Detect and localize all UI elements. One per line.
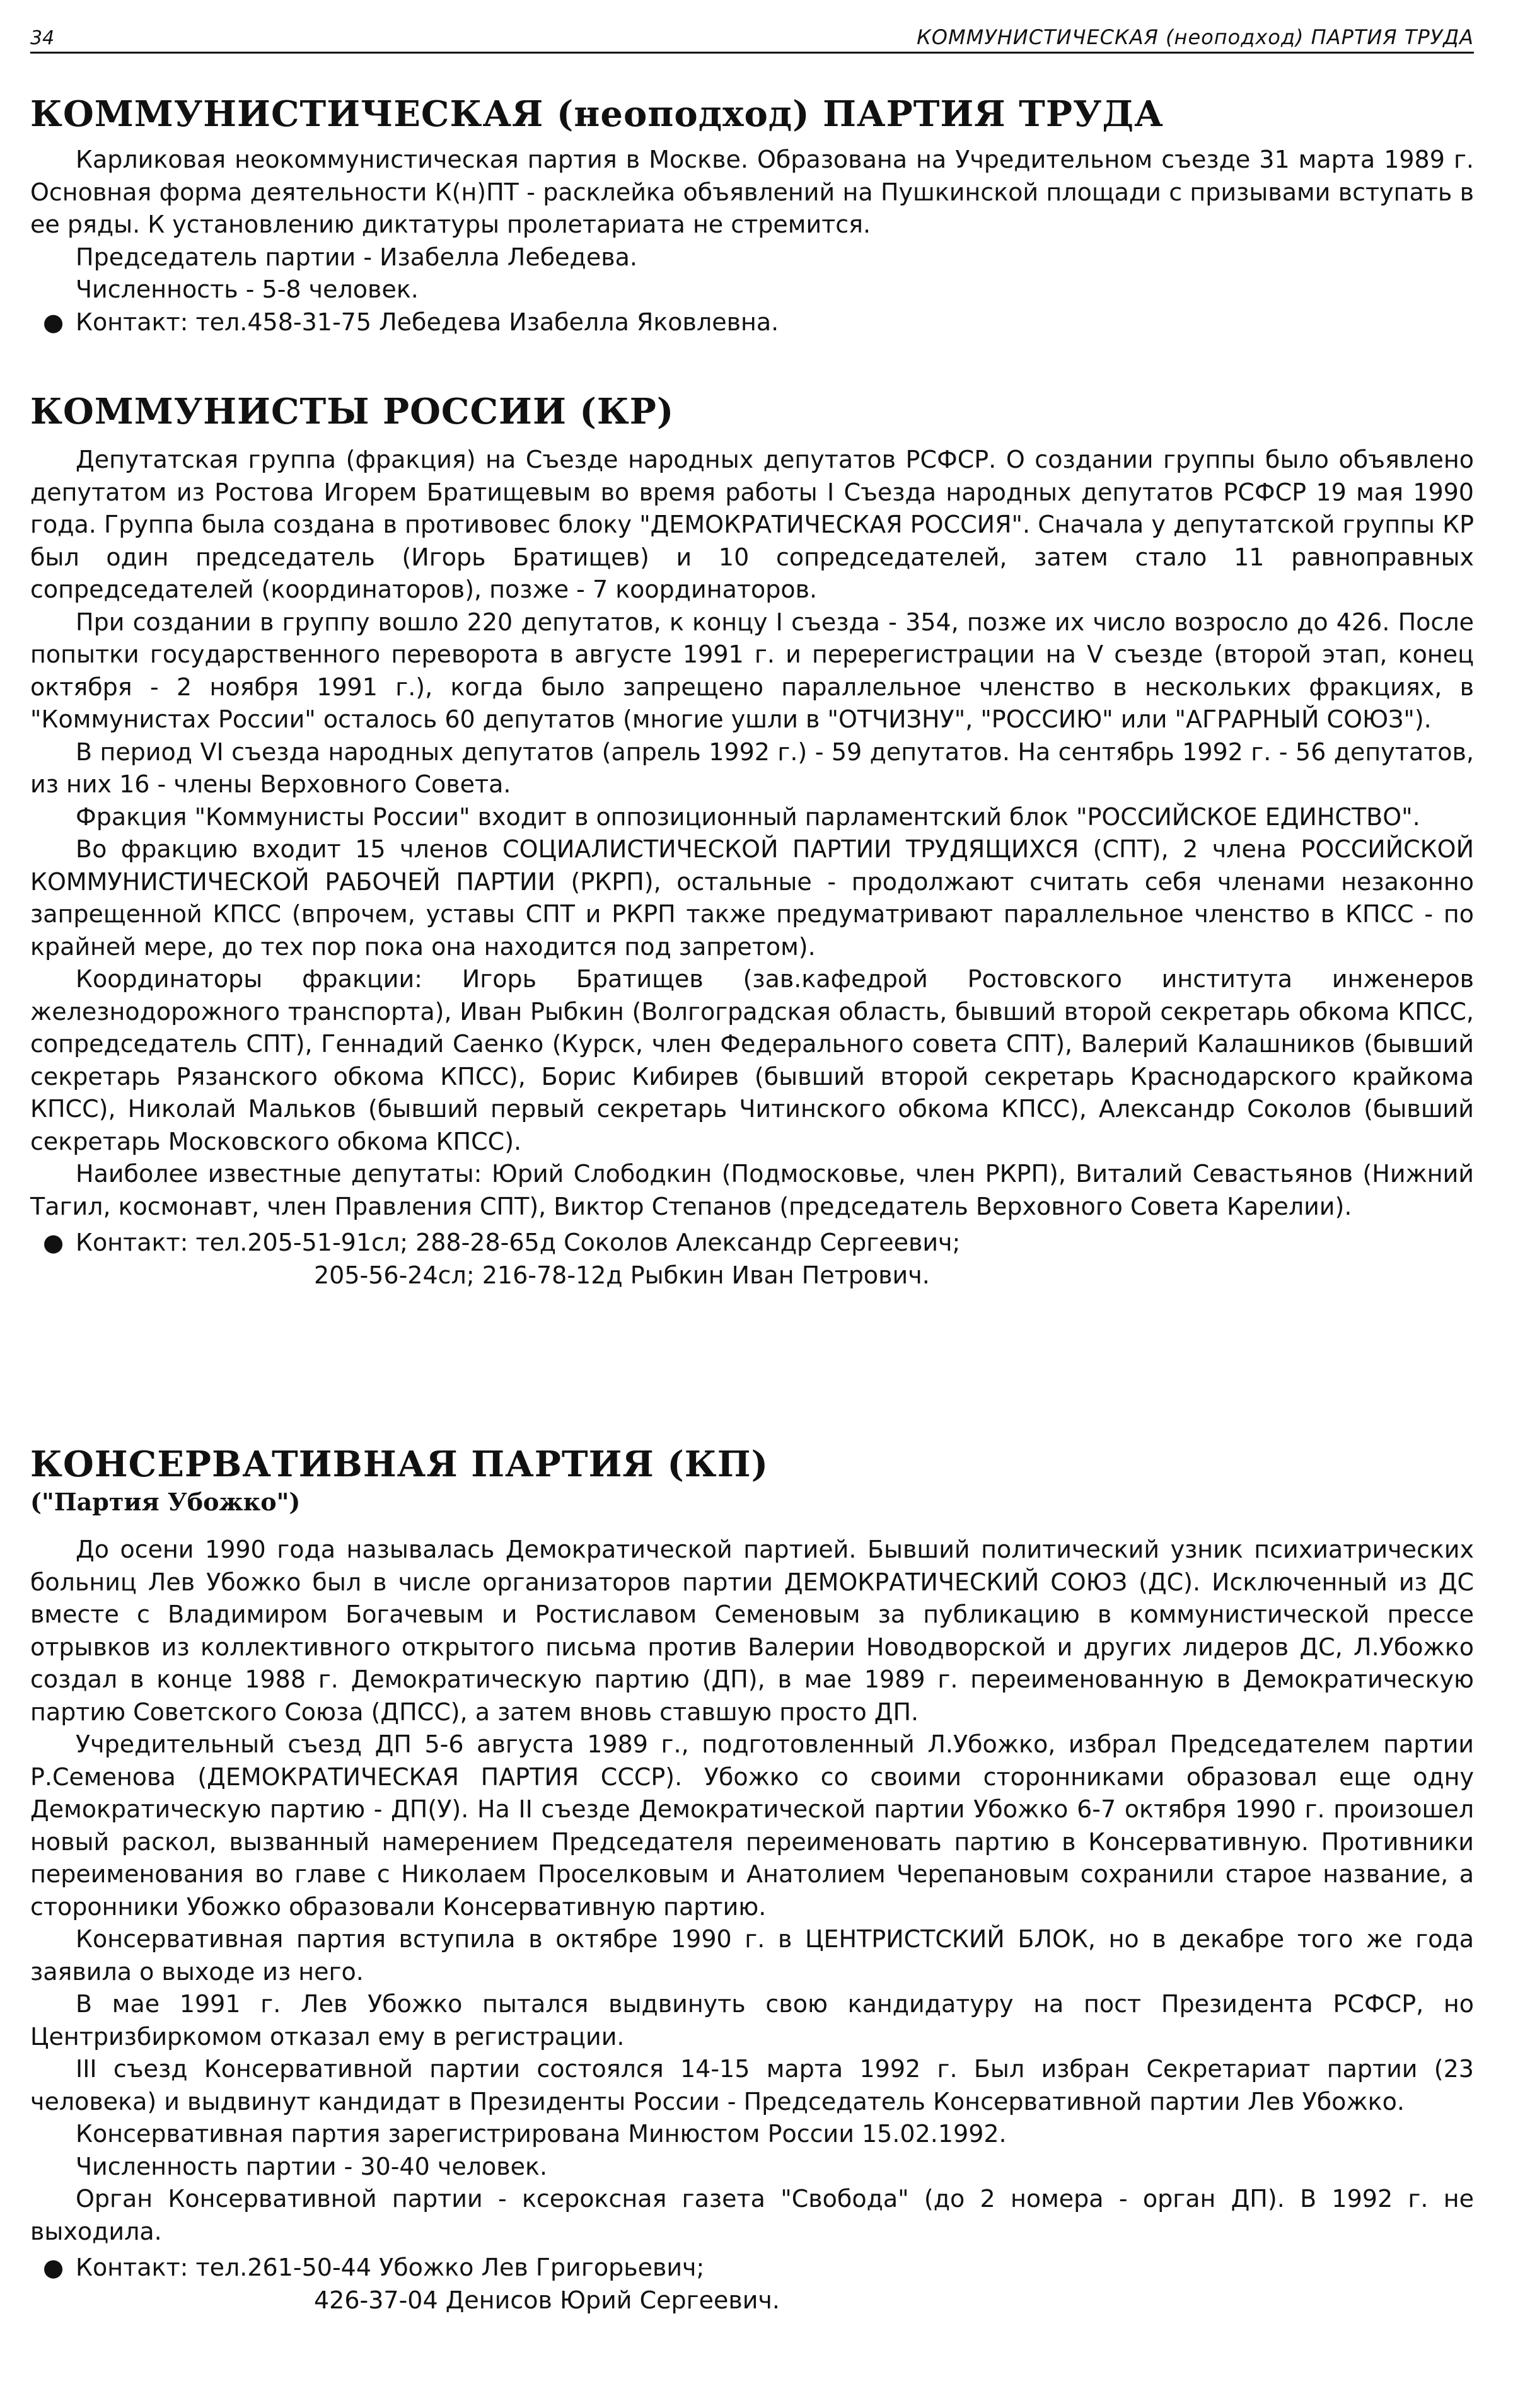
paragraph: Председатель партии - Изабелла Лебедева.: [76, 243, 637, 271]
paragraph: До осени 1990 года называлась Демократической партией. Бывший политический узник психиатрических больниц Лев Убожко был в числе организаторов партии ДЕМОКРАТИЧЕСКИЙ СОЮЗ (ДС). Исключенный из ДС вместе с Владимиром Богачевым и Ростиславом Семеновым за публикацию в коммунистической прессе отрывков из коллективного открытого письма против Валерии Новодворской и других лидеров ДС, Л.Убожко создал в конце 1988 г. Демократическую партию (ДП), в мае 1989 г. переименованную в Демократическую партию Советского Союза (ДПСС), а затем вновь ставшую просто ДП.: [30, 1536, 1474, 1726]
entry-kpt: [30, 93, 1474, 339]
entry-subtitle: ("Партия Убожко"): [30, 1488, 301, 1516]
paragraph: Консервативная партия зарегистрирована Минюстом России 15.02.1992.: [76, 2120, 1007, 2148]
document-page: [30, 13, 1474, 2314]
paragraph: Карликовая неокоммунистическая партия в Москве. Образована на Учредительном съезде 31 марта 1989 г. Основная форма деятельности К(н)ПТ - расклейка объявлений на Пушкинской площади с призывами вступать в ее ряды. К установлению диктатуры пролетариата не стремится.: [30, 146, 1474, 238]
paragraph: Координаторы фракции: Игорь Братищев (зав.кафедрой Ростовского института инженеров железнодорожного транспорта), Иван Рыбкин (Волгоградская область, бывший второй секретарь обкома КПСС, сопредседатель СПТ), Геннадий Саенко (Курск, член Федерального совета СПТ), Валерий Калашников (бывший секретарь Рязанского обкома КПСС), Борис Кибирев (бывший второй секретарь Краснодарского крайкома КПСС), Николай Мальков (бывший первый секретарь Читинского обкома КПСС), Александр Соколов (бывший секретарь Московского обкома КПСС).: [30, 965, 1474, 1155]
paragraph: При создании в группу вошло 220 депутатов, к концу I съезда - 354, позже их число возросло до 426. После попытки государственного переворота в августе 1991 г. и перерегистрации на V съезде (второй этап, конец октября - 2 ноября 1991 г.), когда было запрещено параллельное членство в нескольких фракциях, в "Коммунистах России" осталось 60 депутатов (многие ушли в "ОТЧИЗНУ", "РОССИЮ" или "АГРАРНЫЙ СОЮЗ").: [30, 608, 1474, 733]
paragraph: Численность партии - 30-40 человек.: [76, 2152, 548, 2180]
paragraph: Численность - 5-8 человек.: [76, 275, 419, 303]
paragraph: Наиболее известные депутаты: Юрий Слободкин (Подмосковье, член РКРП), Виталий Севастьянов (Нижний Тагил, космонавт, член Правления СПТ), Виктор Степанов (председатель Верховного Совета Карелии).: [30, 1160, 1474, 1220]
contact-text-continued: 205-56-24сл; 216-78-12д Рыбкин Иван Петрович.: [314, 1261, 930, 1289]
paragraph: III съезд Консервативной партии состоялся 14-15 марта 1992 г. Был избран Секретариат партии (23 человека) и выдвинут кандидат в Президенты России - Председатель Консервативной партии Лев Убожко.: [30, 2055, 1474, 2116]
contact-text-continued: 426-37-04 Денисов Юрий Сергеевич.: [314, 2286, 780, 2314]
entry-kp: [30, 1444, 1474, 2317]
entry-kr: [30, 391, 1474, 1292]
contact-line: [30, 306, 1474, 339]
entry-body: [30, 144, 1474, 306]
contact-text: Контакт: тел.261-50-44 Убожко Лев Григорьевич;: [76, 2254, 705, 2281]
bullet-icon: ●: [43, 2254, 64, 2281]
paragraph: Депутатская группа (фракция) на Съезде народных депутатов РСФСР. О создании группы было объявлено депутатом из Ростова Игорем Братищевым во время работы I Съезда народных депутатов РСФСР 19 мая 1990 года. Группа была создана в противовес блоку "ДЕМОКРАТИЧЕСКАЯ РОССИЯ". Сначала у депутатской группы КР был один председатель (Игорь Братищев) и 10 сопредседателей, затем стало 11 равноправных сопредседателей (координаторов), позже - 7 координаторов.: [30, 446, 1474, 603]
contact-text: Контакт: тел.458-31-75 Лебедева Изабелла Яковлевна.: [76, 308, 779, 336]
paragraph: В период VI съезда народных депутатов (апрель 1992 г.) - 59 депутатов. На сентябрь 1992 г. - 56 депутатов, из них 16 - члены Верховного Совета.: [30, 738, 1474, 798]
running-title: КОММУНИСТИЧЕСКАЯ (неоподход) ПАРТИЯ ТРУДА: [917, 25, 1474, 49]
contact-text: Контакт: тел.205-51-91сл; 288-28-65д Соколов Александр Сергеевич;: [76, 1229, 961, 1256]
bullet-icon: ●: [43, 308, 64, 336]
contact-line: [30, 2252, 1474, 2317]
paragraph: Фракция "Коммунисты России" входит в оппозиционный парламентский блок "РОССИЙСКОЕ ЕДИНСТВО".: [76, 802, 1420, 831]
running-header: [30, 13, 1474, 54]
paragraph: Учредительный съезд ДП 5-6 августа 1989 г., подготовленный Л.Убожко, избрал Председателем партии Р.Семенова (ДЕМОКРАТИЧЕСКАЯ ПАРТИЯ СССР). Убожко со своими сторонниками образовал еще одну Демократическую партию - ДП(У). На II съезде Демократической партии Убожко 6-7 октября 1990 г. произошел новый раскол, вызванный намерением Председателя переименовать партию в Консервативную. Противники переименования во главе с Николаем Проселковым и Анатолием Черепановым сохранили старое название, а сторонники Убожко образовали Консервативную партию.: [30, 1730, 1474, 1921]
entry-title: КОММУНИСТЫ РОССИИ (КР): [30, 391, 675, 432]
paragraph: Орган Консервативной партии - ксероксная газета "Свобода" (до 2 номера - орган ДП). В 1992 г. не выходила.: [30, 2185, 1474, 2245]
entry-body: [30, 444, 1474, 1223]
entry-title: КОНСЕРВАТИВНАЯ ПАРТИЯ (КП): [30, 1444, 769, 1485]
paragraph: Консервативная партия вступила в октябре 1990 г. в ЦЕНТРИСТСКИЙ БЛОК, но в декабре того же года заявила о выходе из него.: [30, 1925, 1474, 1986]
paragraph: В мае 1991 г. Лев Убожко пытался выдвинуть свою кандидатуру на пост Президента РСФСР, но Центризбиркомом отказал ему в регистрации.: [30, 1990, 1474, 2051]
paragraph: Во фракцию входит 15 членов СОЦИАЛИСТИЧЕСКОЙ ПАРТИИ ТРУДЯЩИХСЯ (СПТ), 2 члена РОССИЙСКОЙ КОММУНИСТИЧЕСКОЙ РАБОЧЕЙ ПАРТИИ (РКРП), остальные - продолжают считать себя членами незаконно запрещенной КПСС (впрочем, уставы СПТ и РКРП также предуматривают параллельное членство в КПСС - по крайней мере, до тех пор пока она находится под запретом).: [30, 835, 1474, 961]
entry-body: [30, 1534, 1474, 2248]
entry-title: КОММУНИСТИЧЕСКАЯ (неоподход) ПАРТИЯ ТРУДА: [30, 93, 1164, 135]
page-number: 34: [30, 27, 55, 49]
bullet-icon: ●: [43, 1229, 64, 1256]
contact-line: [30, 1227, 1474, 1292]
